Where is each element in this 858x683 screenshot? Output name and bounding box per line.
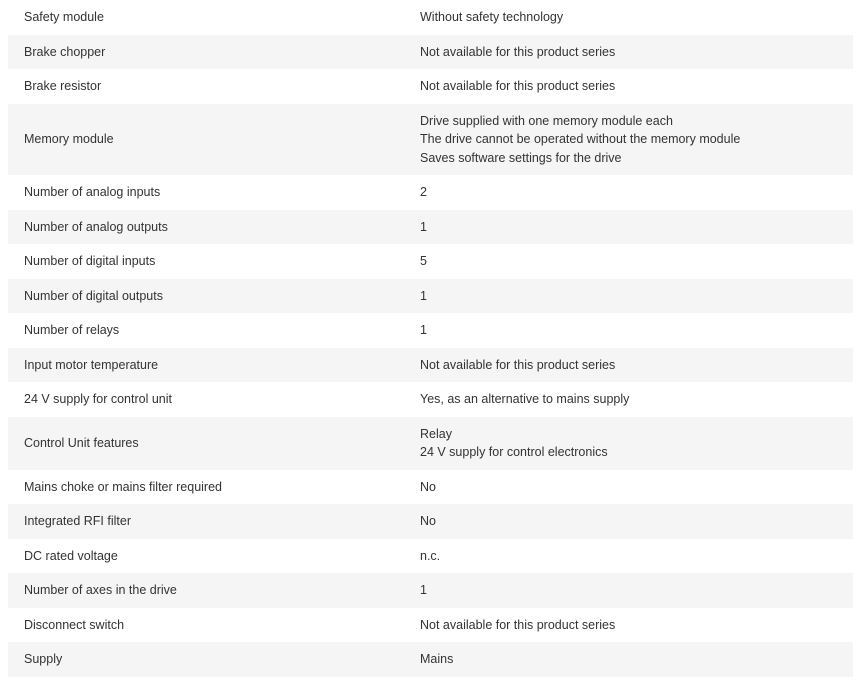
spec-value	[420, 581, 853, 600]
spec-value-line: 1	[420, 583, 427, 597]
table-row	[8, 104, 853, 176]
spec-value	[420, 616, 853, 635]
spec-value-line: Saves software settings for the drive	[420, 150, 622, 165]
spec-value-line: 1	[420, 219, 427, 234]
spec-value-line: Drive supplied with one memory module each	[420, 113, 673, 128]
spec-value-line: 2	[420, 185, 427, 199]
table-row	[8, 313, 853, 348]
spec-label: Input motor temperature	[24, 357, 159, 372]
specifications-table	[8, 0, 853, 677]
spec-label: Brake resistor	[24, 79, 102, 93]
spec-value	[420, 8, 853, 27]
table-row	[8, 470, 853, 505]
spec-label: Number of analog inputs	[24, 185, 161, 199]
table-row	[8, 35, 853, 70]
spec-label: Number of digital inputs	[24, 254, 156, 268]
spec-value	[420, 183, 853, 202]
spec-value-line: Yes, as an alternative to mains supply	[420, 392, 630, 406]
spec-label: Integrated RFI filter	[24, 514, 131, 528]
spec-value	[420, 252, 853, 271]
spec-value-line: Relay	[420, 426, 452, 441]
spec-value	[420, 425, 853, 462]
spec-label: Brake chopper	[24, 44, 106, 59]
spec-label: Mains choke or mains filter required	[24, 479, 222, 494]
table-row	[8, 279, 853, 314]
spec-label: 24 V supply for control unit	[24, 392, 172, 406]
table-row	[8, 244, 853, 279]
spec-label: Safety module	[24, 10, 104, 24]
table-row	[8, 348, 853, 383]
spec-label: Disconnect switch	[24, 617, 125, 632]
spec-value-line: Without safety technology	[420, 10, 564, 24]
spec-value-line: Not available for this product series	[420, 79, 616, 93]
spec-value	[420, 77, 853, 96]
table-row	[8, 0, 853, 35]
spec-label: Memory module	[24, 132, 114, 146]
table-row	[8, 642, 853, 677]
spec-value	[420, 512, 853, 531]
table-row	[8, 175, 853, 210]
spec-value-line: n.c.	[420, 548, 441, 563]
spec-value-line: The drive cannot be operated without the memory module	[420, 132, 741, 146]
table-row	[8, 382, 853, 417]
table-row	[8, 539, 853, 574]
spec-value	[420, 218, 853, 237]
table-row	[8, 608, 853, 643]
spec-label: Number of analog outputs	[24, 219, 168, 234]
table-row	[8, 573, 853, 608]
spec-value	[420, 112, 853, 168]
table-row	[8, 210, 853, 245]
spec-label: Supply	[24, 652, 63, 666]
spec-label: Number of digital outputs	[24, 288, 163, 303]
spec-label: DC rated voltage	[24, 548, 118, 563]
table-row	[8, 69, 853, 104]
spec-label: Number of relays	[24, 323, 120, 337]
spec-value	[420, 43, 853, 62]
spec-value	[420, 478, 853, 497]
spec-value	[420, 287, 853, 306]
spec-value	[420, 650, 853, 669]
spec-label: Control Unit features	[24, 435, 139, 450]
spec-label: Number of axes in the drive	[24, 583, 177, 597]
table-row	[8, 504, 853, 539]
spec-value	[420, 321, 853, 340]
spec-value-line: 1	[420, 323, 427, 337]
spec-value-line: 5	[420, 254, 427, 268]
spec-value	[420, 547, 853, 566]
spec-value-line: 24 V supply for control electronics	[420, 445, 608, 459]
spec-value-line: Not available for this product series	[420, 617, 616, 632]
spec-value	[420, 390, 853, 409]
spec-value	[420, 356, 853, 375]
spec-value-line: Mains	[420, 652, 454, 666]
spec-value-line: No	[420, 514, 436, 528]
spec-value-line: Not available for this product series	[420, 44, 616, 59]
spec-value-line: 1	[420, 288, 427, 303]
spec-value-line: Not available for this product series	[420, 357, 616, 372]
spec-value-line: No	[420, 479, 436, 494]
table-row	[8, 417, 853, 470]
